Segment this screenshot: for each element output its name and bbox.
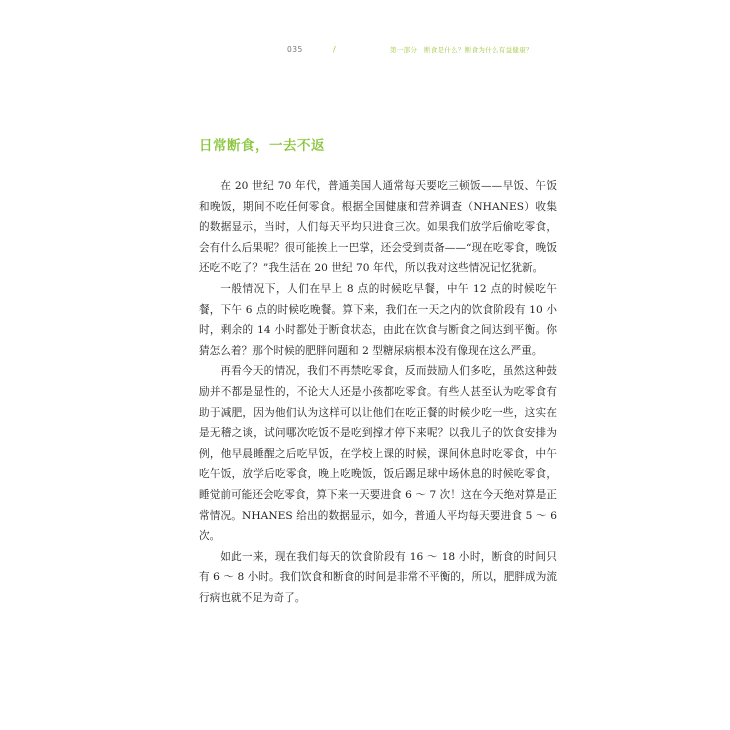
section-heading: 日常断食，一去不返: [199, 138, 325, 154]
paragraph-2: 一般情况下，人们在早上 8 点的时候吃早餐，中午 12 点的时候吃午餐，下午 6 点的时候吃晚餐。算下来，我们在一天之内的饮食阶段有 10 小时，剩余的 14 小时都处于断食状态，由此在饮食与断食之间达到平衡。你猜怎么着？那个时候的肥胖问题和 2 型糖尿病根本没有像现在这么严重。: [199, 282, 557, 357]
page-number: 035: [287, 45, 303, 54]
running-header: [0, 44, 730, 58]
paragraph-4: 如此一来，现在我们每天的饮食阶段有 16 ～ 18 小时，断食的时间只有 6 ～ 8 小时。我们饮食和断食的时间是非常不平衡的，所以，肥胖成为流行病也就不足为奇了。: [199, 550, 557, 604]
running-title: 第一部分 断食是什么？断食为什么有益健康？: [390, 46, 533, 54]
body-text: [199, 176, 557, 608]
paragraph-1: 在 20 世纪 70 年代，普通美国人通常每天要吃三顿饭——早饭、午饭和晚饭，期间不吃任何零食。根据全国健康和营养调查（NHANES）收集的数据显示，当时，人们每天平均只进食三次。如果我们放学后偷吃零食，会有什么后果呢？很可能挨上一巴掌，还会受到责备——“现在吃零食，晚饭还吃不吃了？”我生活在 20 世纪 70 年代，所以我对这些情况记忆犹新。: [199, 180, 557, 275]
header-separator: /: [333, 45, 336, 54]
paragraph-3: 再看今天的情况，我们不再禁吃零食，反而鼓励人们多吃，虽然这种鼓励并不都是显性的，不论大人还是小孩都吃零食。有些人甚至认为吃零食有助于减肥，因为他们认为这样可以让他们在吃正餐的时候少吃一些，这实在是无稽之谈，试问哪次吃饭不是吃到撑才停下来呢？以我儿子的饮食安排为例，他早晨睡醒之后吃早饭，在学校上课的时候，课间休息时吃零食，中午吃午饭，放学后吃零食，晚上吃晚饭，饭后踢足球中场休息的时候吃零食，睡觉前可能还会吃零食，算下来一天要进食 6 ～ 7 次！这在今天绝对算是正常情况。NHANES 给出的数据显示，如今，普通人平均每天要进食 5 ～ 6 次。: [199, 365, 557, 543]
